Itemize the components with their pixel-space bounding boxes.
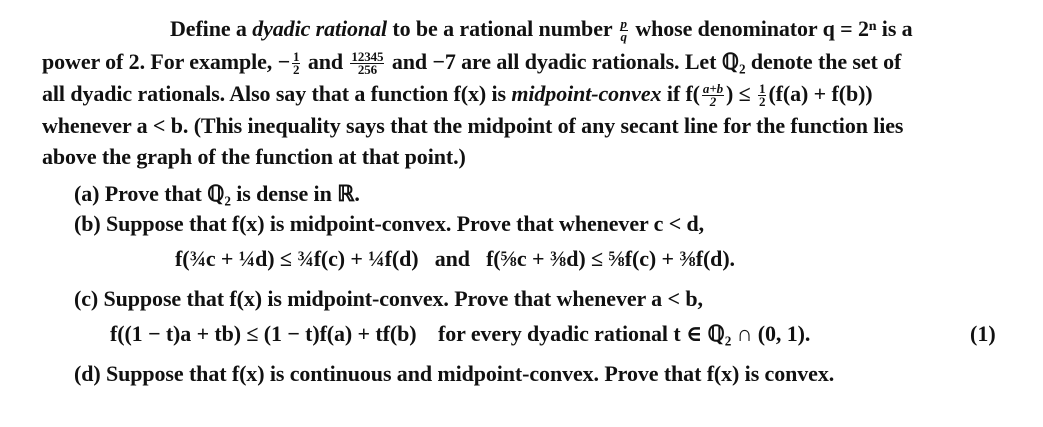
text-span: power of 2. For example, − [42, 49, 291, 74]
term-midpoint-convex: midpoint-convex [511, 81, 662, 106]
intro-line-3 [42, 80, 873, 108]
intro-line-1 [170, 15, 913, 43]
text-span: Define a [170, 16, 253, 41]
term-dyadic-rational: dyadic rational [252, 16, 387, 41]
fraction-half [292, 51, 300, 76]
frac-num: 12345 [351, 49, 384, 65]
inequality-2: f(⅝c + ⅜d) ≤ ⅝f(c) + ⅜f(d). [486, 246, 735, 271]
intro-line-2 [42, 48, 901, 76]
part-c: (c) Suppose that f(x) is midpoint-convex. Prove that whenever a < b, [74, 286, 703, 311]
text-span: to be a rational number [386, 16, 618, 41]
frac-num: a+b [702, 81, 724, 97]
text-span: for every dyadic rational t ∈ ℚ₂ ∩ (0, 1). [438, 321, 811, 346]
text-span: all dyadic rationals. Also say that a function f(x) is [42, 81, 512, 106]
frac-num: 1 [293, 49, 300, 65]
text-span: and [434, 246, 470, 271]
intro-line-4: whenever a < b. (This inequality says that the midpoint of any secant line for the function lies [42, 113, 904, 138]
fraction-p-over-q [620, 18, 628, 43]
frac-num: p [620, 16, 627, 32]
text-span: and [302, 49, 349, 74]
intro-line-5: above the graph of the function at that point.) [42, 144, 466, 169]
part-a: (a) Prove that ℚ₂ is dense in ℝ. [74, 181, 360, 206]
frac-num: 1 [759, 81, 766, 97]
text-span: if f( [661, 81, 700, 106]
part-c-inequality [110, 320, 810, 348]
part-d: (d) Suppose that f(x) is continuous and midpoint-convex. Prove that f(x) is convex. [74, 361, 835, 386]
text-span: (f(a) + f(b)) [768, 81, 873, 106]
fraction-12345-over-256 [350, 51, 384, 76]
frac-den: 2 [709, 94, 717, 110]
equation-number: (1) [970, 321, 996, 346]
inequality-1: f(¾c + ¼d) ≤ ¾f(c) + ¼f(d) [175, 246, 419, 271]
frac-den: 2 [293, 62, 300, 78]
text-span: and −7 are all dyadic rationals. Let ℚ₂ denote the set of [386, 49, 902, 74]
part-b-inequalities [175, 245, 735, 273]
fraction-half-2 [758, 83, 766, 108]
text-span: ) ≤ [726, 81, 757, 106]
text-span: whose denominator q = 2ⁿ is a [629, 16, 913, 41]
inequality-c: f((1 − t)a + tb) ≤ (1 − t)f(a) + tf(b) [110, 321, 417, 346]
frac-den: 256 [357, 62, 378, 78]
frac-den: 2 [759, 94, 766, 110]
part-b: (b) Suppose that f(x) is midpoint-convex. Prove that whenever c < d, [74, 211, 705, 236]
frac-den: q [620, 29, 627, 45]
fraction-a-plus-b-over-2 [702, 83, 724, 108]
